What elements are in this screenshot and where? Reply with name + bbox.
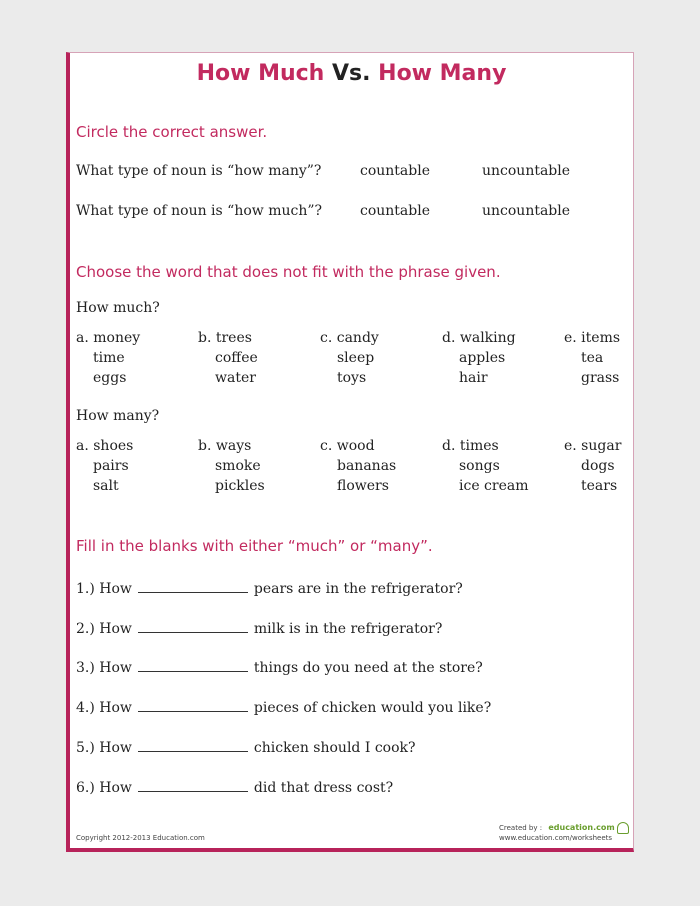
- fill-blank-6: 6.) How did that dress cost?: [76, 780, 394, 796]
- answer-blank-6[interactable]: [138, 779, 248, 792]
- group-how-many-label: How many?: [76, 408, 160, 424]
- how-many-option-b: b. ways smoke pickles: [198, 438, 265, 494]
- how-much-option-e: e. items tea grass: [564, 330, 621, 386]
- fill-blank-1: 1.) How pears are in the refrigerator?: [76, 581, 463, 597]
- created-by-label: Created by :: [499, 824, 543, 832]
- copyright-text: Copyright 2012-2013 Education.com: [76, 834, 205, 842]
- education-logo: education.com: [548, 823, 615, 832]
- worksheet: [66, 52, 634, 852]
- how-much-option-a: a. money time eggs: [76, 330, 141, 386]
- question-1-option-countable: countable: [360, 163, 430, 179]
- how-much-option-c: c. candy sleep toys: [320, 330, 379, 386]
- credit-block: [499, 822, 629, 842]
- question-2-option-uncountable: uncountable: [482, 203, 571, 219]
- question-1-option-uncountable: uncountable: [482, 163, 571, 179]
- question-2: What type of noun is “how much”?: [76, 203, 323, 219]
- answer-blank-5[interactable]: [138, 739, 248, 752]
- how-much-option-d: d. walking apples hair: [442, 330, 516, 386]
- how-many-option-a: a. shoes pairs salt: [76, 438, 134, 494]
- answer-blank-3[interactable]: [138, 659, 248, 672]
- answer-blank-1[interactable]: [138, 580, 248, 593]
- section3-heading: Fill in the blanks with either “much” or “many”.: [76, 537, 433, 555]
- how-many-option-c: c. wood bananas flowers: [320, 438, 397, 494]
- section2-heading: Choose the word that does not fit with the phrase given.: [76, 263, 501, 281]
- answer-blank-2[interactable]: [138, 620, 248, 633]
- how-many-option-e: e. sugar dogs tears: [564, 438, 622, 494]
- fill-blank-4: 4.) How pieces of chicken would you like?: [76, 700, 492, 716]
- fill-blank-5: 5.) How chicken should I cook?: [76, 740, 416, 756]
- worksheet-title: How Much Vs. How Many: [196, 61, 507, 86]
- group-how-much-label: How much?: [76, 300, 160, 316]
- how-much-option-b: b. trees coffee water: [198, 330, 258, 386]
- section1-heading: Circle the correct answer.: [76, 123, 268, 141]
- how-many-option-d: d. times songs ice cream: [442, 438, 529, 494]
- school-bell-icon: [617, 822, 629, 834]
- fill-blank-3: 3.) How things do you need at the store?: [76, 660, 483, 676]
- fill-blank-2: 2.) How milk is in the refrigerator?: [76, 621, 443, 637]
- worksheets-url: www.education.com/worksheets: [499, 834, 613, 842]
- answer-blank-4[interactable]: [138, 699, 248, 712]
- question-2-option-countable: countable: [360, 203, 430, 219]
- question-1: What type of noun is “how many”?: [76, 163, 322, 179]
